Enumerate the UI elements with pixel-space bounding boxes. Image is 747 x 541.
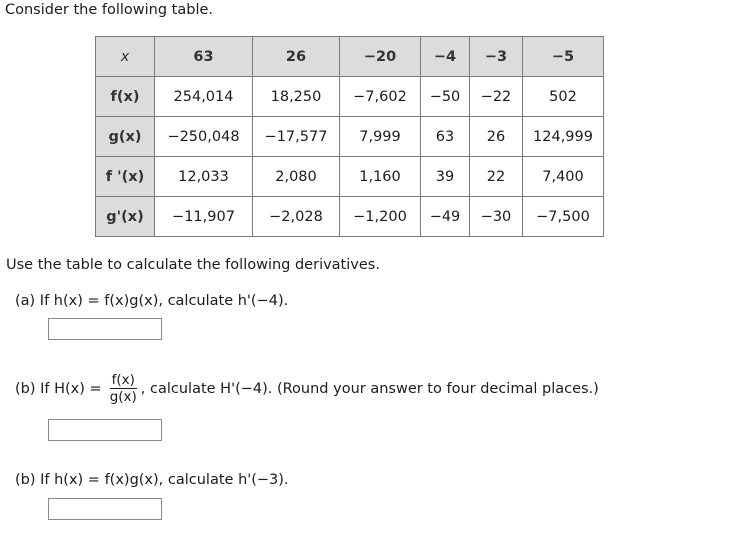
table-cell: 12,033 [155,157,253,197]
table-cell: −1,200 [340,197,421,237]
table-header-row [96,37,604,77]
table-cell: −250,048 [155,117,253,157]
header-cell: −20 [340,37,421,77]
table-cell: 22 [470,157,523,197]
table-cell: −50 [421,77,470,117]
function-values-table [95,36,604,237]
answer-b-input[interactable] [48,419,162,441]
table-row-g-prime [96,197,604,237]
row-label-g-prime: g'(x) [96,197,155,237]
table-row-g [96,117,604,157]
answer-a-input[interactable] [48,318,162,340]
fraction-denominator: g(x) [109,389,137,405]
header-cell: 26 [253,37,340,77]
table-cell: 502 [523,77,604,117]
header-cell: −5 [523,37,604,77]
row-label-f-prime: f '(x) [96,157,155,197]
table-cell: 2,080 [253,157,340,197]
table-cell: 26 [470,117,523,157]
table-row-f [96,77,604,117]
table-cell: 254,014 [155,77,253,117]
question-a-text: (a) If h(x) = f(x)g(x), calculate h'(−4). [15,293,289,309]
row-label-f: f(x) [96,77,155,117]
table-cell: −7,602 [340,77,421,117]
question-c-text: (b) If h(x) = f(x)g(x), calculate h'(−3). [15,472,289,488]
table-cell: 63 [421,117,470,157]
question-b [15,372,599,405]
table-cell: 124,999 [523,117,604,157]
fraction-numerator: f(x) [111,372,135,388]
question-b-suffix: , calculate H'(−4). (Round your answer to four decimal places.) [140,380,599,397]
table-row-f-prime [96,157,604,197]
row-label-g: g(x) [96,117,155,157]
table-cell: 39 [421,157,470,197]
table-cell: 1,160 [340,157,421,197]
table-cell: −11,907 [155,197,253,237]
table-cell: 18,250 [253,77,340,117]
header-cell: −3 [470,37,523,77]
table-cell: −49 [421,197,470,237]
table-cell: −30 [470,197,523,237]
question-b-prefix: (b) If H(x) = [15,380,102,397]
header-cell: 63 [155,37,253,77]
answer-c-input[interactable] [48,498,162,520]
fraction [108,372,139,405]
header-cell: −4 [421,37,470,77]
table-cell: 7,999 [340,117,421,157]
row-label-x: x [96,37,155,77]
intro-text: Consider the following table. [5,2,213,18]
table-cell: −17,577 [253,117,340,157]
table-cell: 7,400 [523,157,604,197]
table-cell: −7,500 [523,197,604,237]
table-cell: −22 [470,77,523,117]
table-cell: −2,028 [253,197,340,237]
instruction-text: Use the table to calculate the following derivatives. [6,257,380,273]
